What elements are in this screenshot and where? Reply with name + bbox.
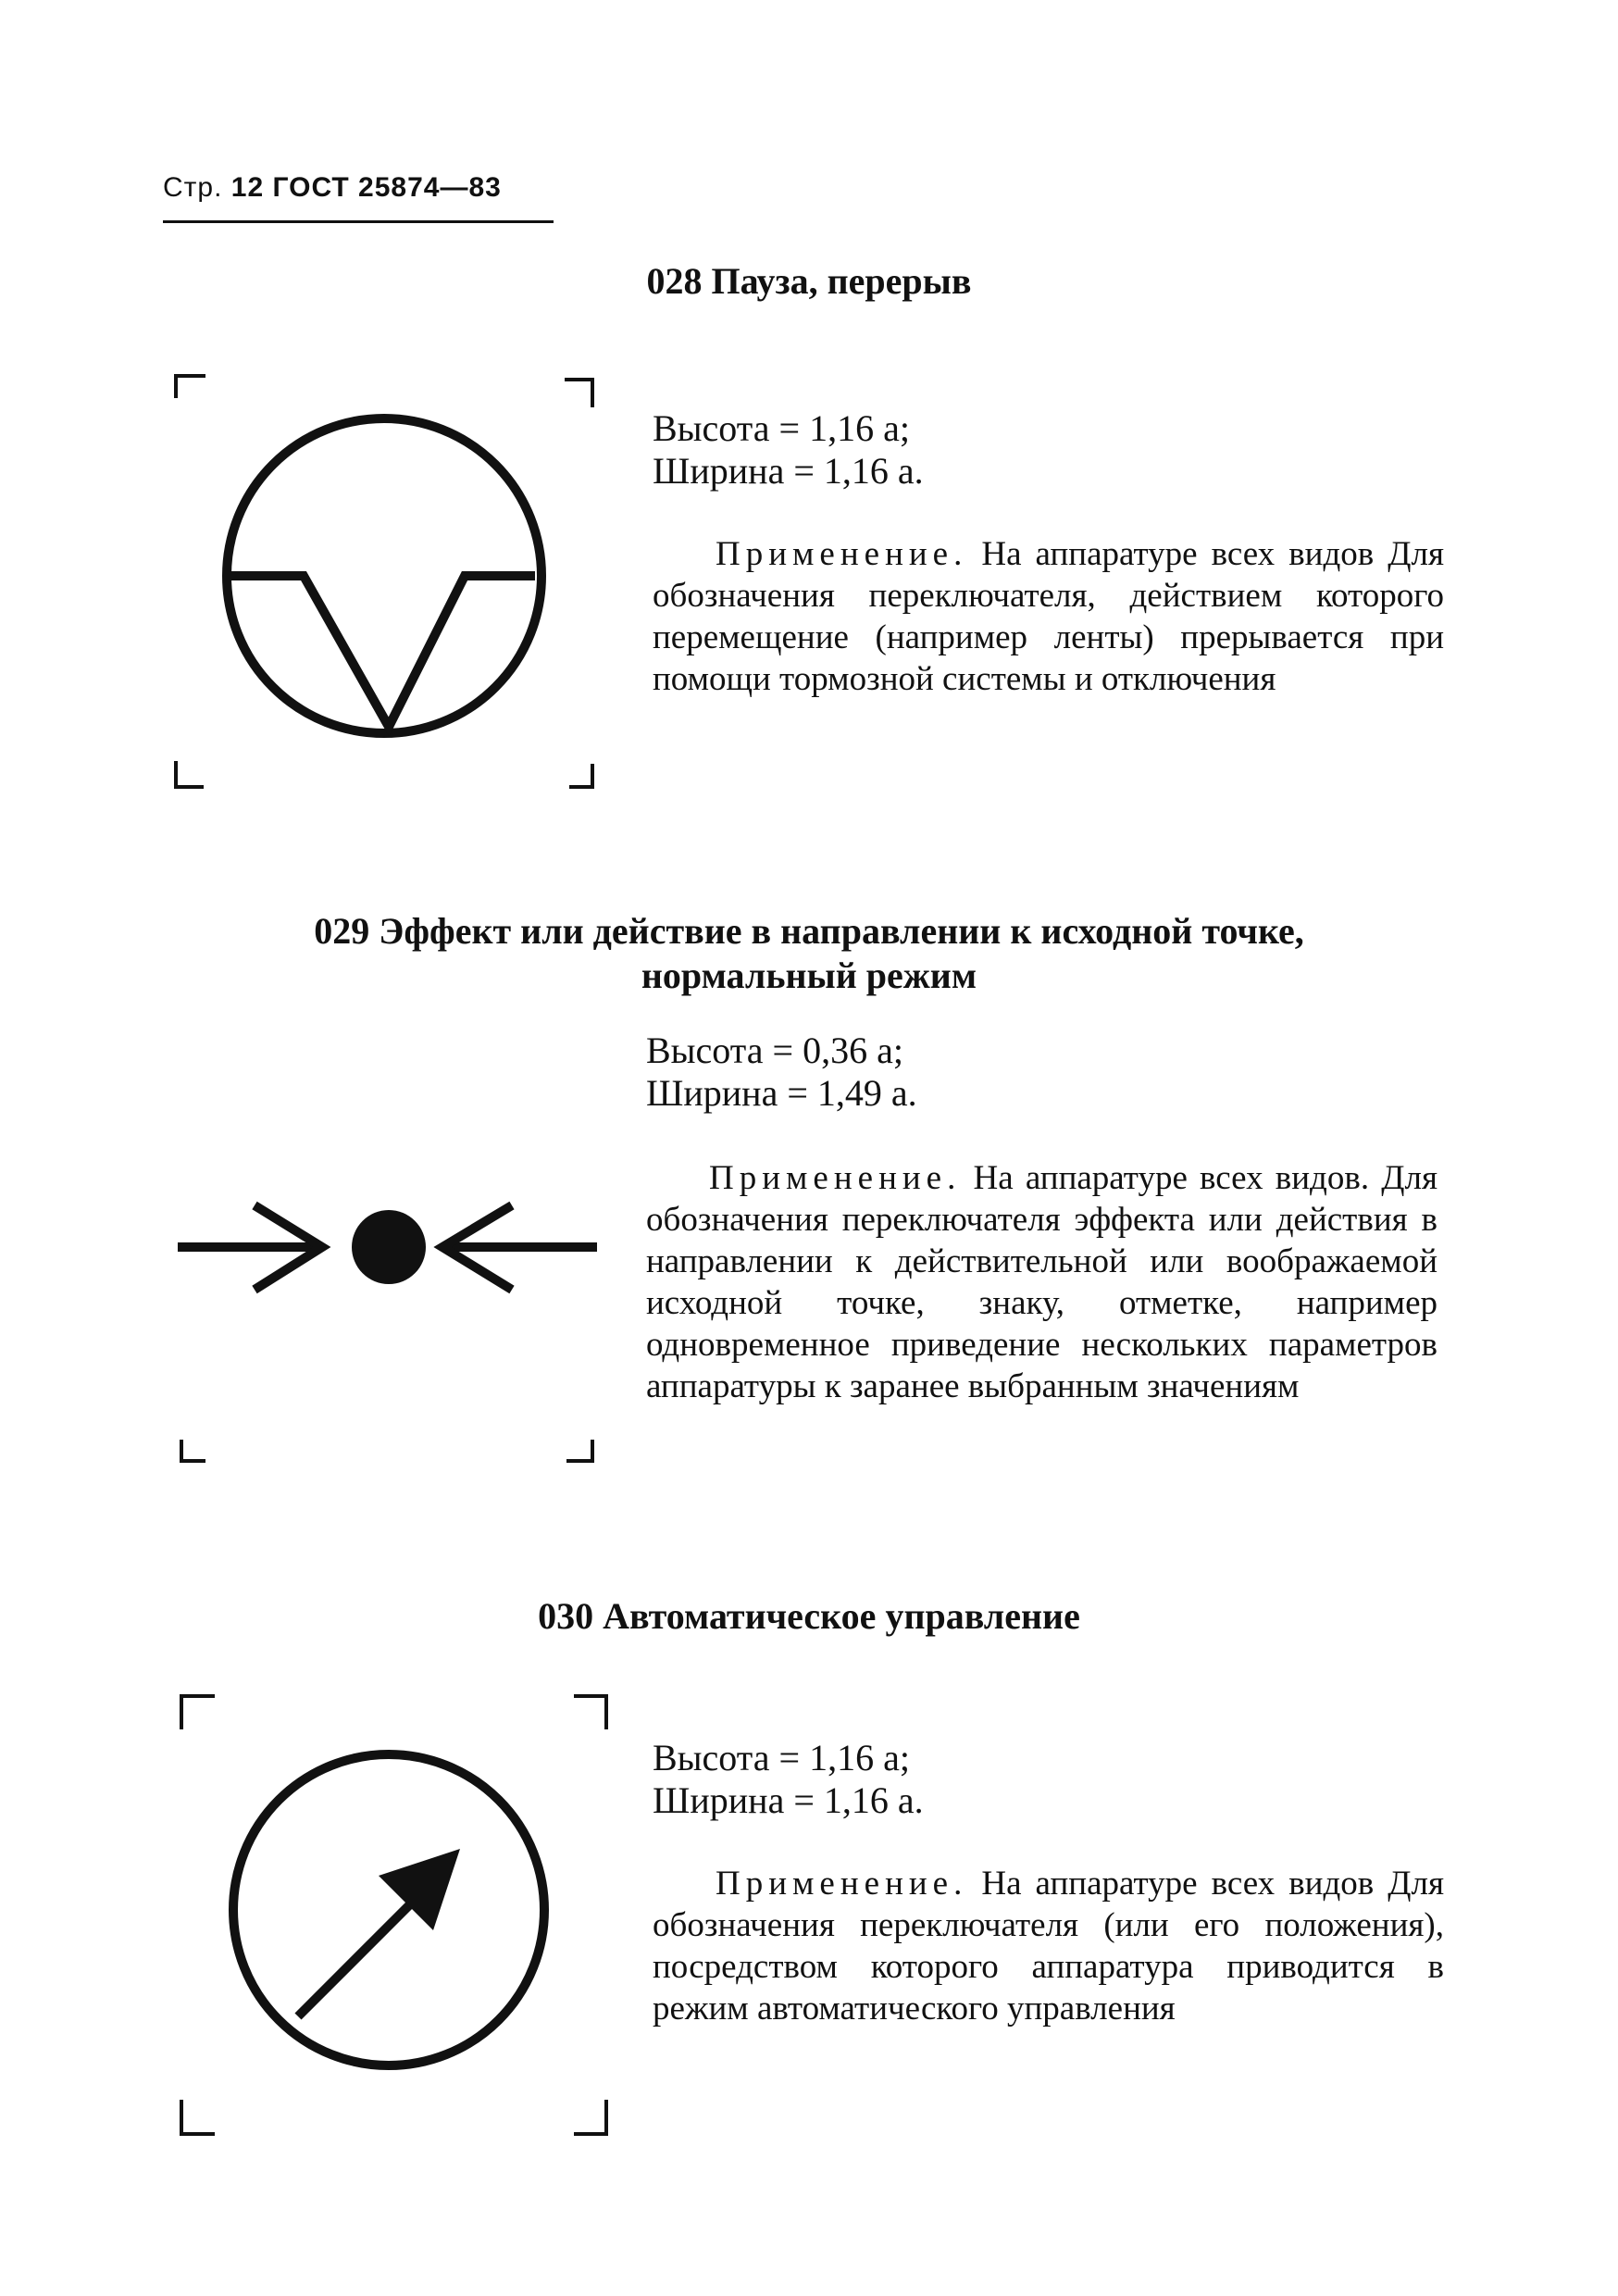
section-029-height: Высота = 0,36 a; — [646, 1029, 903, 1071]
page-number: 12 — [230, 172, 265, 203]
arrows-toward-point-icon — [178, 1205, 597, 1290]
section-029-width: Ширина = 1,49 a. — [646, 1072, 917, 1114]
corner-mark-top-right — [565, 380, 592, 407]
section-029-title-line1: 029 Эффект или действие в направлении к исходной точке, — [314, 910, 1304, 952]
corner-mark-bottom-right — [574, 2100, 606, 2134]
corner-mark-bottom-left — [176, 761, 204, 787]
corner-mark-top-left — [176, 376, 205, 398]
section-030-application-text: На аппаратуре всех видов Для обозначения переключателя (или его положения), посредством которого аппаратура приводится в режим автоматического управления — [653, 1865, 1444, 2028]
corner-marks-029 — [181, 1440, 592, 1461]
standard-number: ГОСТ 25874—83 — [272, 172, 502, 203]
corner-mark-bottom-left — [181, 1440, 205, 1461]
corner-mark-bottom-right — [566, 1440, 592, 1461]
section-029-application-label: Применение. — [709, 1159, 962, 1197]
section-030-width: Ширина = 1,16 a. — [653, 1779, 924, 1821]
section-028-height: Высота = 1,16 a; — [653, 407, 910, 449]
corner-mark-top-left — [181, 1696, 215, 1729]
corner-mark-bottom-right — [569, 764, 592, 787]
pause-circle-icon — [227, 418, 541, 733]
section-028-title: 028 Пауза, перерыв — [646, 260, 972, 302]
automatic-control-icon — [233, 1754, 544, 2065]
section-029-application-text: На аппаратуре всех видов. Для обозначения переключателя эффекта или действия в направлении к действительной или воображаемой исходной точке, знаку, отметке, например одновременное приведение нескольких параметров аппаратуры к заранее выбранным значениям — [646, 1159, 1438, 1405]
corner-mark-bottom-left — [181, 2100, 215, 2134]
section-028-application-text: На аппаратуре всех видов Для обозначения переключателя, действием которого перемещение (например ленты) прерывается при помощи тормозной системы и отключения — [653, 535, 1444, 698]
section-029-title-line2: нормальный режим — [641, 955, 977, 996]
section-028-width: Ширина = 1,16 a. — [653, 450, 924, 492]
section-030-application-label: Применение. — [716, 1865, 968, 1903]
section-030-height: Высота = 1,16 a; — [653, 1737, 910, 1778]
section-028-application-label: Применение. — [716, 535, 968, 573]
corner-mark-top-right — [574, 1696, 606, 1729]
page-label: Стр. — [163, 172, 223, 203]
section-030-title: 030 Автоматическое управление — [538, 1595, 1080, 1637]
